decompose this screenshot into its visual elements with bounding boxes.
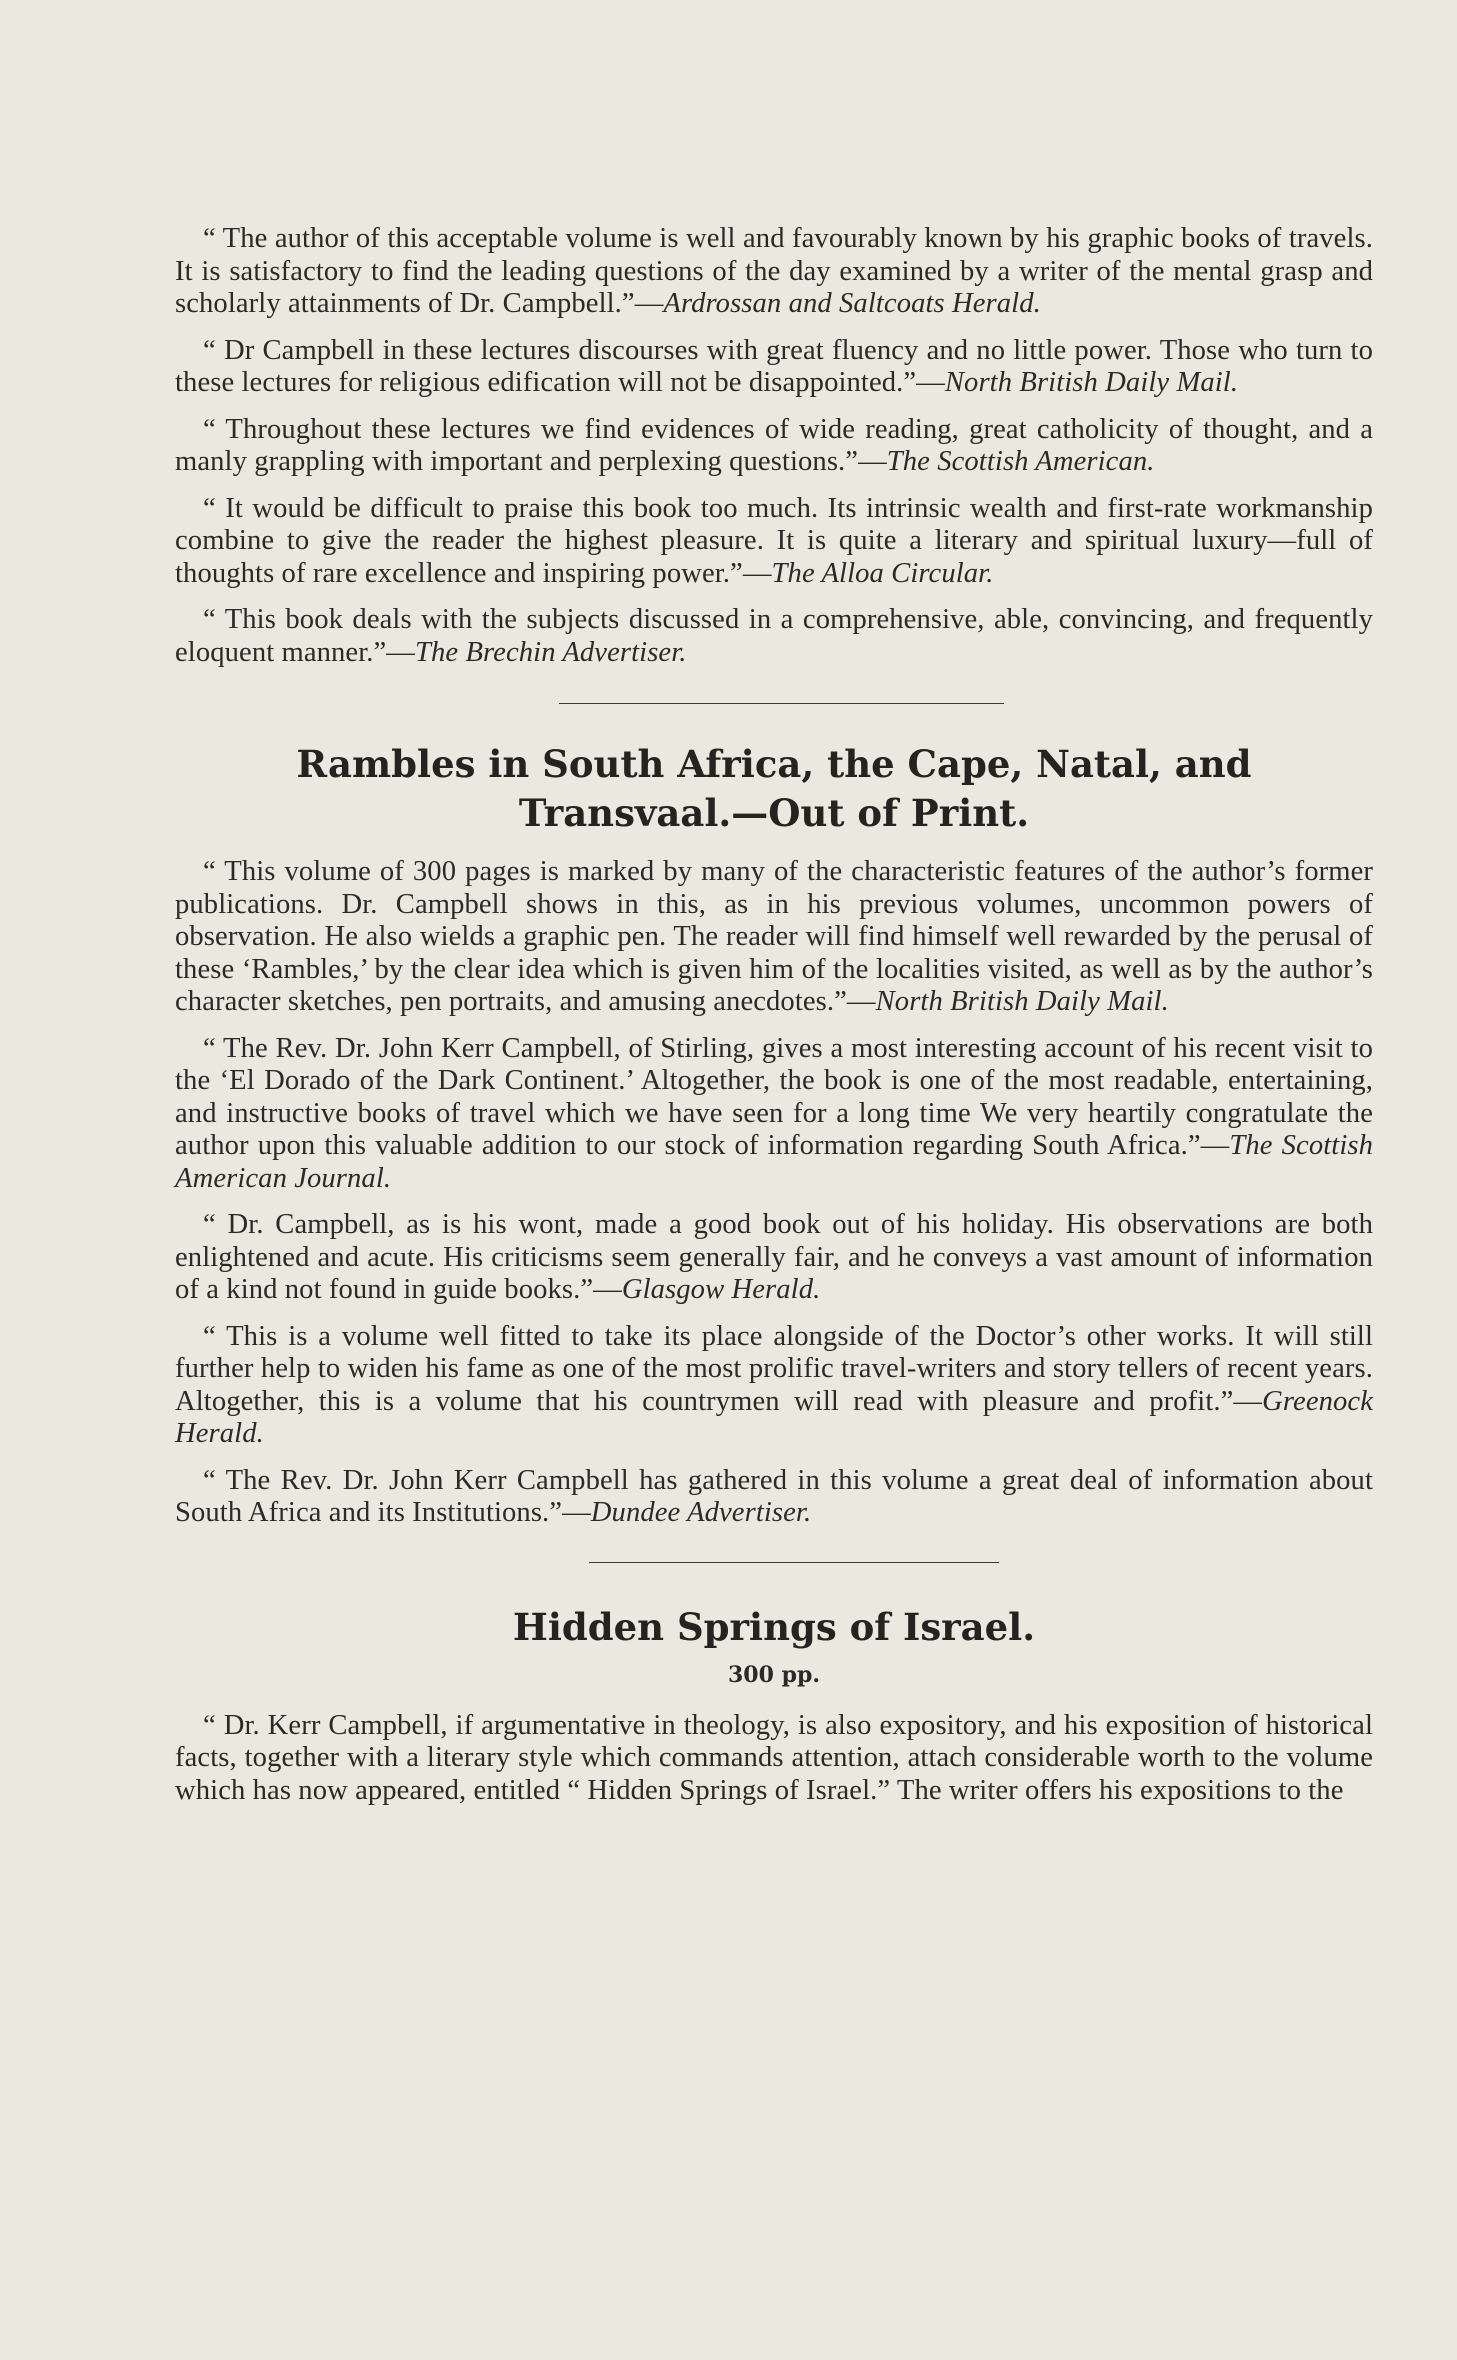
review-paragraph: “ This book deals with the subjects discussed in a comprehensive, able, convincing, and frequently eloquent manner.”—The Brechin Advertiser. [175,604,1373,668]
review-source: Ardrossan and Saltcoats Herald. [663,288,1041,319]
review-paragraph: “ The author of this acceptable volume is well and favourably known by his graphic books of travels. It is satisfactory to find the leading questions of the day examined by a writer of the mental grasp and scholarly attainments of Dr. Campbell.”—Ardrossan and Saltcoats Herald. [175,223,1373,319]
section-reviews-lectures [175,223,1373,669]
review-source: The Brechin Advertiser. [415,636,687,668]
section-reviews-rambles [175,856,1373,1530]
review-source: North British Daily Mail. [944,367,1239,398]
section-divider [559,703,1004,704]
review-source: Glasgow Herald. [621,1274,821,1305]
section-divider [589,1562,999,1563]
review-paragraph: “ This volume of 300 pages is marked by many of the characteristic features of the author’s former publications. Dr. Campbell shows in this, as in his previous volumes, uncommon powers of observation. He also wields a graphic pen. The reader will find himself well rewarded by the perusal of these ‘Rambles,’ by the clear idea which is given him of the localities visited, as well as by the author’s character sketches, pen portraits, and amusing anecdotes.”—North British Daily Mail. [175,856,1373,1017]
review-paragraph: “ This is a volume well fitted to take its place alongside of the Doctor’s other works. It will still further help to widen his fame as one of the most prolific travel-writers and story tellers of recent years. Altogether, this is a volume that his countrymen will read with pleasure and profit.”—Greenock Herald. [175,1320,1373,1449]
review-paragraph: “ The Rev. Dr. John Kerr Campbell has gathered in this volume a great deal of information about South Africa and its Institutions.”—Dundee Advertiser. [175,1464,1373,1528]
review-source: The Alloa Circular. [771,557,994,589]
section-heading-rambles: Rambles in South Africa, the Cape, Natal, and Transvaal.—Out of Print. [296,742,1252,835]
section-reviews-hidden-springs [175,1710,1373,1808]
review-paragraph: “ Dr Campbell in these lectures discourses with great fluency and no little power. Those who turn to these lectures for religious edification will not be disappointed.”—North British Daily Mail. [175,334,1373,398]
review-paragraph: “ Dr. Campbell, as is his wont, made a good book out of his holiday. His observations are both enlightened and acute. His criticisms seem generally fair, and he conveys a vast amount of information of a kind not found in guide books.”—Glasgow Herald. [175,1209,1373,1305]
section-heading-hidden-springs: Hidden Springs of Israel. [512,1604,1036,1649]
text-column [175,223,1373,1821]
review-source: North British Daily Mail. [875,986,1169,1017]
review-paragraph: “ The Rev. Dr. John Kerr Campbell, of Stirling, gives a most interesting account of his recent visit to the ‘El Dorado of the Dark Continent.’ Altogether, the book is one of the most readable, entertaining, and instructive books of travel which we have seen for a long time We very heartily congratulate the author upon this valuable addition to our stock of information regarding South Africa.”—The Scottish American Journal. [175,1032,1373,1194]
page-count: 300 pp. [727,1661,820,1688]
review-source: Dundee Advertiser. [590,1497,812,1528]
review-source: The Scottish American Journal. [175,1130,1373,1194]
review-paragraph: “ It would be difficult to praise this book too much. Its intrinsic wealth and first-rate workmanship combine to give the reader the highest pleasure. It is quite a literary and spiritual luxury—full of thoughts of rare excellence and inspiring power.”—The Alloa Circular. [175,492,1373,589]
review-source: Greenock Herald. [175,1385,1373,1449]
review-source: The Scottish American. [886,446,1155,477]
review-paragraph: “ Throughout these lectures we find evidences of wide reading, great catholicity of thought, and a manly grappling with important and perplexing questions.”—The Scottish American. [175,413,1373,477]
review-paragraph: “ Dr. Kerr Campbell, if argumentative in theology, is also expository, and his exposition of historical facts, together with a literary style which commands attention, attach considerable worth to the volume which has now appeared, entitled “ Hidden Springs of Israel.” The writer offers his expositions to the [175,1709,1373,1806]
